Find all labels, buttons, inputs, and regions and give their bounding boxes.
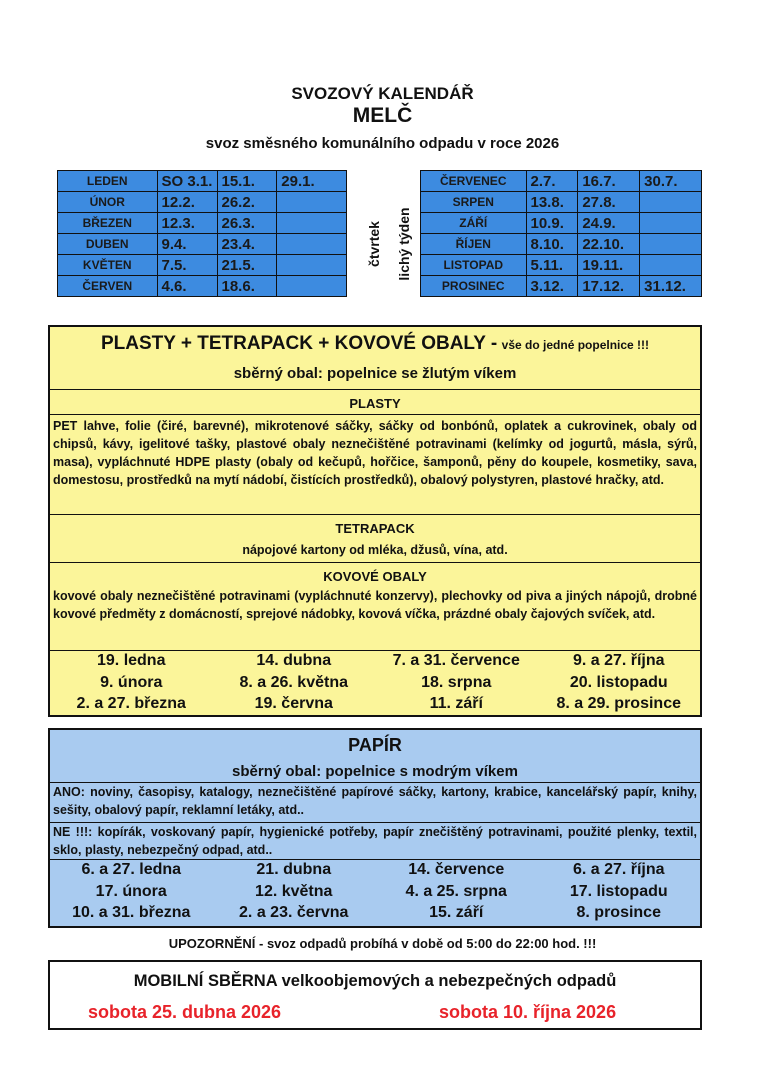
collection-date: 20. listopadu [569,673,668,691]
pickup-date: 18.6. [217,276,277,297]
mobile-collection-box [48,960,702,1030]
month-name: ZÁŘÍ [421,213,527,234]
pickup-date: 23.4. [217,234,277,255]
pickup-date: 13.8. [526,192,578,213]
pickup-date: 4.6. [157,276,217,297]
calendar-row [421,255,702,276]
mobile-collection-date-1: sobota 25. dubna 2026 [88,1002,282,1022]
collection-date: 9. a 27. října [572,652,665,669]
pickup-date: 22.10. [578,234,640,255]
calendar-row [58,192,347,213]
warning-text: - svoz odpadů probíhá v době od 5:00 do 22:00 hod. !!! [259,936,597,951]
pickup-day-note [354,186,424,314]
pickup-date [277,192,347,213]
calendar-row [421,213,702,234]
metal-subsection [50,562,700,653]
month-name: ÚNOR [58,192,158,213]
pickup-week: lichý týden [396,207,412,281]
plastics-container: sběrný obal: popelnice se žlutým víkem [233,365,517,382]
tetrapack-subtitle: TETRAPACK [335,521,415,536]
pickup-date: 24.9. [578,213,640,234]
tetrapack-text: nápojové kartony od mléka, džusů, vína, atd. [242,543,508,557]
pickup-date [277,213,347,234]
pickup-date: 5.11. [526,255,578,276]
calendar-row [421,276,702,297]
collection-date: 10. a 31. března [72,904,191,921]
metal-subtitle: KOVOVÉ OBALY [323,569,427,584]
pickup-date: 12.2. [157,192,217,213]
pickup-date [640,234,702,255]
calendar-row [421,234,702,255]
mobile-collection-title: MOBILNÍ SBĚRNA velkoobjemových a nebezpečných odpadů [133,972,617,990]
collection-date: 14. dubna [256,652,332,669]
tetrapack-subsection [50,514,700,563]
calendar-table-left [57,170,347,297]
plastics-section [48,325,702,717]
calendar-row [58,255,347,276]
pickup-date: 10.9. [526,213,578,234]
pickup-date: 15.1. [217,171,277,192]
pickup-date [640,213,702,234]
paper-forbidden: NE !!!: kopírák, voskovaný papír, hygienické potřeby, papír znečištěný potravinami, použité plenky, textil, sklo, plasty, nebezpečný odpad, atd.. [53,825,697,857]
plastics-subsection [50,389,700,515]
month-name: LEDEN [58,171,158,192]
collection-date: 2. a 23. června [239,904,349,921]
collection-date: 6. a 27. října [572,861,665,878]
pickup-date: 7.5. [157,255,217,276]
pickup-date: 29.1. [277,171,347,192]
paper-allowed: ANO: noviny, časopisy, katalogy, neznečištěné papírové sáčky, kartony, krabice, kancelářský papír, knihy, sešity, obalový papír, reklamní letáky, atd.. [53,785,697,817]
pickup-date: SO 3.1. [157,171,217,192]
month-name: BŘEZEN [58,213,158,234]
plastics-subtitle: PLASTY [349,396,401,411]
pickup-date [277,234,347,255]
collection-date: 12. května [255,882,333,900]
month-name: LISTOPAD [421,255,527,276]
pickup-date: 27.8. [578,192,640,213]
calendar-row [58,234,347,255]
paper-container: sběrný obal: popelnice s modrým víkem [232,763,518,780]
calendar-subtitle: svoz směsného komunálního odpadu v roce 2026 [205,135,560,152]
calendar-row [58,171,347,192]
month-name: KVĚTEN [58,255,158,276]
plastics-title: PLASTY + TETRAPACK + KOVOVÉ OBALY - [100,333,498,354]
pickup-date: 2.7. [526,171,578,192]
collection-date: 2. a 27. března [76,695,186,712]
pickup-date: 21.5. [217,255,277,276]
collection-date: 19. června [254,695,333,712]
collection-date: 17. listopadu [569,882,668,900]
mobile-collection-date-2: sobota 10. října 2026 [439,1002,617,1022]
pickup-date [277,276,347,297]
calendar-row [58,213,347,234]
warning-note [0,936,765,951]
collection-date: 18. srpna [421,673,492,691]
pickup-date: 9.4. [157,234,217,255]
calendar-row [58,276,347,297]
collection-date: 9. února [100,673,163,691]
collection-date: 8. a 26. května [239,673,348,691]
collection-date: 6. a 27. ledna [81,861,182,878]
calendar-row [421,192,702,213]
paper-dates [50,861,700,926]
collection-date: 21. dubna [256,861,332,878]
month-name: PROSINEC [421,276,527,297]
collection-date: 14. července [408,861,505,878]
pickup-date: 31.12. [640,276,702,297]
warning-lead: UPOZORNĚNÍ [168,936,256,951]
collection-date: 7. a 31. července [392,652,520,669]
plastics-dates [50,652,700,717]
collection-date: 19. ledna [97,652,166,669]
collection-date: 11. září [429,695,483,712]
pickup-date [640,192,702,213]
pickup-date [640,255,702,276]
collection-date: 17. února [95,882,167,900]
month-name: ŘÍJEN [421,234,527,255]
plastics-text: PET lahve, folie (čiré, barevné), mikrotenové sáčky, sáčky od bonbónů, oplatek a cukrovinek, obaly od chipsů, kávy, igelitové tašky, plastové obaly neznečištěné potravinami (kelímky od jogurtů, másla, sýrů, masa), vypláchnuté HDPE plasty (obaly od kečupů, hořčice, šamponů, pěny do koupele, kosmetiky, sava, domestosu, prostředků na mytí nádobí, čistících prostředků), obalový polystyren, plastové hračky, atd. [53,419,697,487]
month-name: SRPEN [421,192,527,213]
pickup-weekday: čtvrtek [366,221,382,267]
pickup-date: 8.10. [526,234,578,255]
pickup-date: 17.12. [578,276,640,297]
village-name: MELČ [352,104,413,127]
plastics-title-note: vše do jedné popelnice !!! [501,338,650,352]
calendar-row [421,171,702,192]
pickup-date: 26.3. [217,213,277,234]
metal-text: kovové obaly neznečištěné potravinami (vypláchnuté konzervy), plechovky od piva a jiných nápojů, drobné kovové předměty z domácností, sprejové nádobky, kovová víčka, prázdné obaly čajových svíček, atd. [53,589,697,621]
plastics-title-row [50,333,700,355]
month-name: ČERVENEC [421,171,527,192]
calendar-title: SVOZOVÝ KALENDÁŘ [291,84,474,103]
paper-title: PAPÍR [348,735,402,755]
pickup-date: 3.12. [526,276,578,297]
pickup-date: 12.3. [157,213,217,234]
collection-date: 4. a 25. srpna [405,882,507,900]
pickup-date: 30.7. [640,171,702,192]
collection-date: 8. prosince [576,904,661,921]
collection-date: 15. září [429,904,484,921]
pickup-date: 19.11. [578,255,640,276]
calendar-table-right [420,170,702,297]
month-name: DUBEN [58,234,158,255]
pickup-date: 16.7. [578,171,640,192]
collection-date: 8. a 29. prosince [556,695,681,712]
paper-section [48,728,702,928]
month-name: ČERVEN [58,276,158,297]
pickup-date [277,255,347,276]
pickup-date: 26.2. [217,192,277,213]
